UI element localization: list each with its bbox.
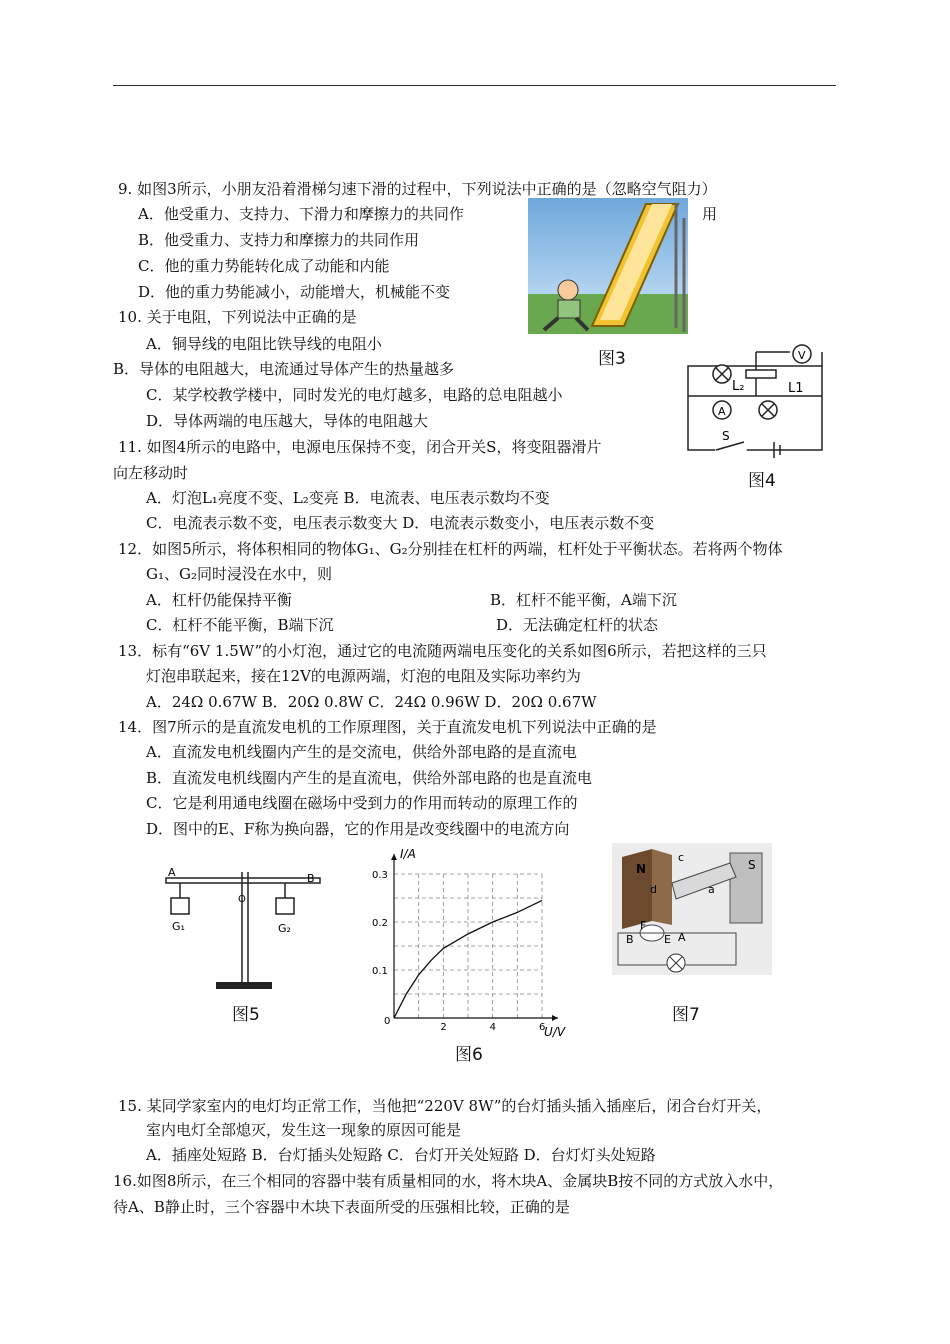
q15-stem: 15. 某同学家室内的电灯均正常工作，当他把“220V 8W”的台灯插头插入插座后，闭合台灯开关， [118, 1097, 772, 1115]
figure-4-voltmeter-label: V [798, 349, 806, 362]
figure-7-generator-diagram [612, 843, 772, 975]
figure-6-caption: 图6 [455, 1045, 483, 1065]
q9-option-c: C．他的重力势能转化成了动能和内能 [138, 257, 390, 275]
q16-stem-cont: 待A、B静止时，三个容器中木块下表面所受的压强相比较，正确的是 [113, 1198, 570, 1216]
q12-option-a: A．杠杆仍能保持平衡 [146, 591, 292, 609]
figure-4-l1-label: L1 [788, 381, 804, 396]
q11-options-ab: A．灯泡L₁亮度不变、L₂变亮 B．电流表、电压表示数均不变 [146, 489, 550, 507]
figure-5-end-a-label: A [168, 866, 176, 879]
q15-options: A．插座处短路 B．台灯插头处短路 C．台灯开关处短路 D．台灯灯头处短路 [146, 1146, 656, 1164]
q13-stem: 13．标有“6V 1.5W”的小灯泡，通过它的电流随两端电压变化的关系如图6所示，若把这样的三只 [118, 642, 767, 660]
q14-stem: 14．图7所示的是直流发电机的工作原理图，关于直流发电机下列说法中正确的是 [118, 718, 657, 736]
q12-stem: 12．如图5所示，将体积相同的物体G₁、G₂分别挂在杠杆的两端，杠杆处于平衡状态。若将两个物体 [118, 540, 783, 558]
x-axis-arrow [552, 1015, 558, 1021]
q9-stem: 9. 如图3所示，小朋友沿着滑梯匀速下滑的过程中，下列说法中正确的是（忽略空气阻力） [118, 180, 717, 198]
figure-5-g1-label: G₁ [172, 920, 185, 933]
figure-6-origin-label: 0 [384, 1016, 391, 1027]
y-tick-label: 0.1 [372, 966, 388, 977]
q13-stem-cont: 灯泡串联起来，接在12V的电源两端，灯泡的电阻及实际功率约为 [146, 667, 581, 685]
q10-option-d: D．导体两端的电压越大，导体的电阻越大 [146, 412, 429, 430]
q14-option-d: D．图中的E、F称为换向器，它的作用是改变线圈中的电流方向 [146, 820, 570, 838]
figure-7-e-label: E [664, 933, 671, 946]
figure-5-end-b-label: B [307, 872, 315, 885]
figure-5-pivot-label: O [238, 894, 246, 905]
figure-7-brush-b-label: B [626, 933, 634, 946]
figure-4-circuit-diagram [686, 344, 826, 460]
x-tick-label: 6 [539, 1022, 546, 1033]
q12-option-d: D．无法确定杠杆的状态 [496, 616, 659, 634]
q14-option-b: B．直流发电机线圈内产生的是直流电，供给外部电路的也是直流电 [146, 769, 593, 787]
q14-option-a: A．直流发电机线圈内产生的是交流电，供给外部电路的是直流电 [146, 743, 577, 761]
q11-stem: 11. 如图4所示的电路中，电源电压保持不变，闭合开关S，将变阻器滑片 [118, 438, 602, 456]
figure-4-l2-label: L₂ [732, 379, 745, 394]
q9-option-a: A．他受重力、支持力、下滑力和摩擦力的共同作 [138, 205, 464, 223]
figure-7-south-pole-label: S [748, 858, 756, 872]
figure-6-axes [391, 854, 558, 1021]
figure-7-c-label: c [678, 851, 685, 864]
figure-3-slide-image [528, 198, 688, 334]
figure-6-iu-chart [360, 842, 580, 1038]
figure-6-grid [394, 874, 542, 1018]
q9-option-a-tail: 用 [702, 205, 718, 223]
figure-6-tick-labels [372, 870, 545, 1033]
x-tick-label: 2 [440, 1022, 447, 1033]
figure-7-caption: 图7 [672, 1005, 700, 1025]
q9-option-b: B．他受重力、支持力和摩擦力的共同作用 [138, 231, 420, 249]
figure-5-lever-diagram [160, 862, 330, 994]
q10-option-c: C．某学校教学楼中，同时发光的电灯越多，电路的总电阻越小 [146, 386, 563, 404]
header-rule [113, 85, 836, 86]
figure-7-brush-a-label: A [678, 931, 686, 944]
q12-option-b: B．杠杆不能平衡，A端下沉 [490, 591, 677, 609]
q10-option-b: B．导体的电阻越大，电流通过导体产生的热量越多 [113, 360, 455, 378]
q10-stem: 10. 关于电阻，下列说法中正确的是 [118, 308, 357, 326]
figure-5-g2-label: G₂ [278, 922, 291, 935]
q13-options: A．24Ω 0.67W B．20Ω 0.8W C．24Ω 0.96W D．20Ω 0.67W [146, 693, 597, 711]
q11-options-cd: C．电流表示数不变，电压表示数变大 D．电流表示数变小，电压表示数不变 [146, 514, 655, 532]
q11-stem-cont: 向左移动时 [113, 464, 189, 482]
figure-7-d-label: d [650, 883, 657, 896]
y-axis-arrow [391, 854, 397, 860]
q15-stem-cont: 室内电灯全部熄灭，发生这一现象的原因可能是 [146, 1121, 462, 1139]
figure-7-f-label: F [640, 919, 647, 932]
x-tick-label: 4 [489, 1022, 497, 1033]
q14-option-c: C．它是利用通电线圈在磁场中受到力的作用而转动的原理工作的 [146, 794, 578, 812]
figure-7-north-pole-label: N [636, 862, 647, 876]
q16-stem: 16.如图8所示，在三个相同的容器中装有质量相同的水，将木块A、金属块B按不同的方式放入水中， [113, 1172, 784, 1190]
figure-6-y-axis-label: I/A [400, 847, 416, 861]
figure-5-caption: 图5 [232, 1005, 260, 1025]
y-tick-label: 0.3 [372, 870, 388, 881]
figure-4-caption: 图4 [748, 471, 776, 491]
y-tick-label: 0.2 [372, 918, 388, 929]
q10-option-a: A．铜导线的电阻比铁导线的电阻小 [146, 335, 382, 353]
figure-4-switch-label: S [722, 429, 730, 443]
figure-4-ammeter-label: A [718, 405, 726, 418]
q12-stem-cont: G₁、G₂同时浸没在水中，则 [146, 565, 332, 583]
figure-6-x-axis-label: U/V [544, 1025, 566, 1038]
q12-option-c: C．杠杆不能平衡，B端下沉 [146, 616, 334, 634]
figure-3-caption: 图3 [598, 349, 626, 369]
q9-option-d: D．他的重力势能减小，动能增大，机械能不变 [138, 283, 451, 301]
figure-7-a-label: a [708, 883, 715, 896]
